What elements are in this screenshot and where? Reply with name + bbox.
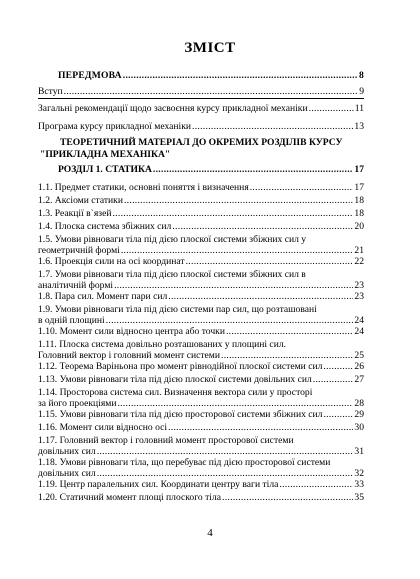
toc-entry-label: 1.8. Пара сил. Момент пари сил [38, 291, 168, 302]
toc-entry-label: 1.10. Момент сили відносно центра або точки [38, 326, 225, 337]
toc-entry-page: 18 [354, 208, 364, 219]
toc-chapter-1 [38, 164, 364, 175]
toc-entry-page: 26 [354, 361, 364, 372]
toc-entry-program [38, 121, 364, 132]
toc-entry-page: 9 [359, 86, 364, 97]
toc-entry-page: 11 [354, 103, 364, 114]
toc-entry [38, 315, 364, 326]
toc-entry-page: 31 [354, 446, 364, 457]
toc-entry [38, 361, 364, 372]
toc-entry-label: за його проекціями [38, 398, 117, 409]
toc-entry-foreword [38, 70, 364, 81]
toc-entry [38, 208, 364, 219]
toc-entry [38, 291, 364, 302]
toc-entry-label: довільних сил [38, 446, 96, 457]
toc-entry [38, 195, 364, 206]
toc-entry-label-line: 1.9. Умови рівноваги тіла під дією системи пар сил, що розташовані [38, 304, 317, 315]
toc-entry-label: Вступ [38, 86, 63, 97]
toc-entry [38, 446, 364, 457]
toc-entry-label: 1.15. Умови рівноваги тіла під дією просторової системи збіжних сил [38, 409, 323, 420]
toc-entry [38, 374, 364, 385]
toc-entry-page: 18 [354, 195, 364, 206]
toc-entry-label: довільних сил [38, 468, 96, 479]
toc-entry-page: 20 [354, 221, 364, 232]
toc-entry [38, 492, 364, 503]
toc-entry-label: 1.6. Проекція сили на осі координат [38, 256, 185, 267]
toc-entry-label: 1.16. Момент сили відносно осі [38, 422, 168, 433]
toc-entry-label: 1.1. Предмет статики, основні поняття і визначення [38, 182, 249, 193]
toc-title: ЗМІСТ [184, 40, 236, 56]
section-title-line-1: ТЕОРЕТИЧНИЙ МАТЕРІАЛ ДО ОКРЕМИХ РОЗДІЛІВ КУРСУ [60, 137, 343, 148]
toc-entry-label: аналітичній формі [38, 280, 114, 291]
toc-entry-page: 33 [354, 479, 364, 490]
toc-entry-intro [38, 86, 364, 97]
toc-entry [38, 326, 364, 337]
toc-entry-label-line: 1.17. Головний вектор і головний момент просторової системи [38, 435, 294, 446]
toc-entry [38, 422, 364, 433]
toc-entry-label-line: 1.18. Умови рівноваги тіла, що перебуває під дією просторової системи [38, 457, 331, 468]
page-number: 4 [207, 527, 213, 539]
toc-entry-label: 1.3. Реакції в`язей [38, 208, 112, 219]
toc-entry-page: 27 [354, 374, 364, 385]
toc-entry-label: 1.12. Теорема Варіньона про момент рівнодійної плоскої системи сил [38, 361, 323, 372]
toc-entry [38, 479, 364, 490]
toc-entry-label: РОЗДІЛ 1. СТАТИКА [58, 164, 152, 175]
toc-entry-label: ПЕРЕДМОВА [58, 70, 122, 81]
toc-entry-label: 1.4. Плоска система збіжних сил [38, 221, 172, 232]
toc-entry [38, 409, 364, 420]
toc-entry-page: 35 [354, 492, 364, 503]
toc-entry-page: 24 [354, 326, 364, 337]
toc-entry-page: 13 [354, 121, 364, 132]
toc-entry [38, 256, 364, 267]
toc-entry-page: 30 [354, 422, 364, 433]
toc-entry [38, 221, 364, 232]
toc-entry-page: 25 [354, 350, 364, 361]
toc-entry-label: 1.13. Умови рівноваги тіла під дією плоскої системи довільних сил [38, 374, 312, 385]
toc-entry-label: Програма курсу прикладної механіки [38, 121, 191, 132]
toc-entry-label: в одній площині [38, 315, 105, 326]
toc-entry [38, 398, 364, 409]
section-title-line-2: "ПРИКЛАДНА МЕХАНІКА" [40, 149, 171, 160]
toc-entry-page: 24 [354, 315, 364, 326]
toc-entry-page: 21 [354, 245, 364, 256]
toc-entry-page: 17 [354, 164, 364, 175]
toc-entry [38, 350, 364, 361]
toc-entry [38, 182, 364, 193]
toc-entry-label-line: 1.7. Умови рівноваги тіла під дією плоскої системи збіжних сил в [38, 269, 306, 280]
toc-entry-label: Загальні рекомендації щодо засвоєння курсу прикладної механіки [38, 103, 308, 114]
toc-entry-label: Головний вектор і головний момент системи [38, 350, 221, 361]
toc-entry-recommendations [38, 103, 364, 114]
toc-entry-label-line: 1.11. Плоска система довільно розташованих у площині сил. [38, 339, 287, 350]
toc-entry-page: 32 [354, 468, 364, 479]
divider [38, 98, 364, 99]
toc-entry-page: 29 [354, 409, 364, 420]
toc-entry-label: 1.20. Статичний момент площі плоского тіла [38, 492, 222, 503]
toc-entry-page: 23 [354, 280, 364, 291]
toc-entry [38, 245, 364, 256]
toc-entry-page: 22 [354, 256, 364, 267]
toc-entry-page: 8 [359, 70, 364, 81]
toc-entry-label: 1.2. Аксіоми статики [38, 195, 123, 206]
toc-entry [38, 280, 364, 291]
toc-entry-label: 1.19. Центр паралельних сил. Координати центру ваги тіла [38, 479, 279, 490]
toc-entry-label-line: 1.5. Умови рівноваги тіла під дією плоскої системи збіжних сил у [38, 234, 307, 245]
toc-entry-page: 23 [354, 291, 364, 302]
toc-entry [38, 468, 364, 479]
toc-entry-label-line: 1.14. Просторова система сил. Визначення вектора сили у просторі [38, 387, 313, 398]
toc-entry-page: 28 [354, 398, 364, 409]
toc-entry-page: 17 [354, 182, 364, 193]
toc-entry-label: геометричній формі [38, 245, 120, 256]
